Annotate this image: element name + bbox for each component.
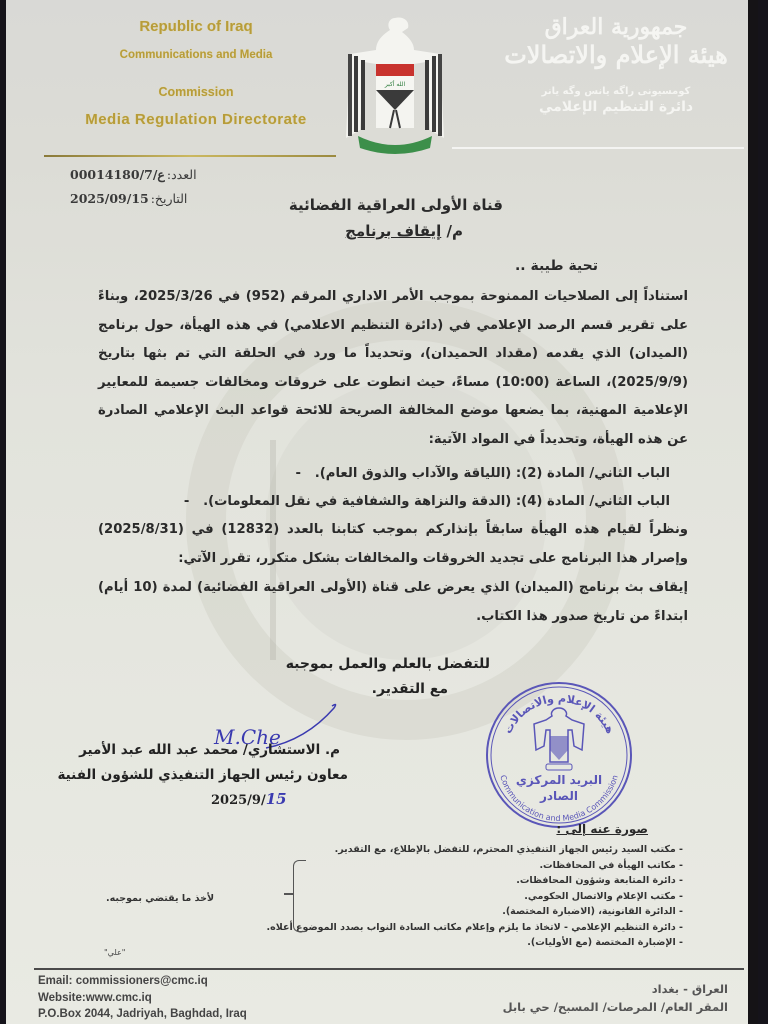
page-edge-shadow (748, 0, 758, 1024)
signature-date-handwritten: 15 (265, 790, 287, 808)
stamp-top-text: هيئة الإعلام والاتصالات (501, 691, 617, 736)
article-text: الباب الثاني/ المادة (4): (الدقة والنزاهة والشفافية في نقل المعلومات). (203, 494, 670, 509)
copies-item: - دائرة التنظيم الإعلامي - لاتخاذ ما يلزم وإعلام مكاتب السادة النواب بصدد الموضوع أعلاه. (266, 921, 683, 933)
header-en-line2: Communications and Media (119, 49, 273, 61)
footer-city: العراق - بغداد (651, 982, 728, 996)
copies-action-note: لأخذ ما يقتضي بموجبه. (106, 893, 215, 904)
header-english (46, 18, 346, 128)
stamp-bottom-text: Communication and Media Commission (498, 773, 620, 824)
reference-block (70, 162, 197, 210)
closing-line-2: مع التقدير. (371, 681, 448, 697)
subject-line (345, 222, 463, 240)
reference-number-label: العدد: (166, 166, 197, 182)
footer-contact (38, 973, 247, 1023)
footer-website: Website:www.cmc.iq (38, 991, 152, 1004)
copies-item: - مكتب السيد رئيس الجهاز التنفيذي المحترم، للتفضل بالإطلاع، مع التقدير. (334, 844, 683, 855)
header-arabic (476, 14, 756, 115)
header-ar-line2: هيئة الإعلام والاتصالات (504, 40, 728, 69)
footer-address (503, 980, 728, 1016)
footer-hq: المقر العام/ المرصات/ المسبح/ حي بابل (502, 1000, 728, 1014)
copies-brace (293, 860, 306, 932)
greeting: تحية طيبة .. (514, 258, 598, 274)
header-en-line1: Republic of Iraq (139, 18, 253, 35)
signature-date-printed: 2025/9/ (211, 793, 266, 808)
svg-text:هيئة الإعلام والاتصالات (501, 692, 617, 736)
body-paragraph-1: استناداً إلى الصلاحيات الممنوحة بموجب الأمر الاداري المرقم (952) في 2025/3/26، وبناءً على تقرير قسم الرصد الإعلامي في (دائرة التنظيم الاعلامي) في هذه الهيأة، حول برنامج (الميدان) الذي يقدمه (مقداد الحميدان)، وتحديداً ما ورد في الحلقة التي تم بثها بتاريخ (2025/9/9)، الساعة (10:00) مساءً، حيث انطوت على خروقات ومخالفات جسيمة للمعايير الإعلامية المهنية، بما يضعها موضع المخالفة الصريحة للائحة قواعد البث الإعلامي الصادرة عن هذه الهيأة، وتحديداً في المواد الآتية: (98, 289, 689, 447)
copies-item: - الدائرة القانونية، (الاضبارة المختصة). (502, 906, 683, 917)
letter-page (6, 0, 758, 1024)
header-en-line3: Commission (158, 85, 234, 99)
closing-line-1: للتفضل بالعلم والعمل بموجبه (285, 656, 490, 672)
header-divider-right (452, 147, 744, 149)
signature-initials: M.Che (214, 725, 281, 749)
header-ar-line1: جمهورية العراق (544, 14, 688, 40)
addressee: قناة الأولى العراقية الفضائية (288, 196, 503, 214)
signature-date (211, 790, 287, 808)
body-paragraph-2: ونظراً لقيام هذه الهيأة سابقاً بإنذاركم بموجب كتابنا بالعدد (12832) في (2025/8/31) وإصرار هذا البرنامج على تجديد الخروقات والمخالفات بشكل متكرر، تقرر الآتي: (98, 522, 688, 566)
header-ar-line4: دائرة التنظيم الإعلامي (538, 99, 694, 115)
header-divider-left (44, 155, 336, 157)
signatory-title: معاون رئيس الجهاز التنفيذي للشؤون الفنية (57, 767, 348, 783)
copies-brace-tick (284, 893, 294, 895)
reference-date-label: التاريخ: (150, 190, 188, 206)
reference-number: 00014180/ع/7 (70, 166, 165, 182)
copies-item: - مكتب الإعلام والاتصال الحكومي. (524, 890, 683, 902)
article-item: الباب الثاني/ المادة (2): (اللياقة والآداب والذوق العام). - (295, 466, 670, 481)
footer-divider (34, 968, 744, 970)
svg-text:الله أكبر: الله أكبر (384, 81, 406, 88)
header-en-line4: Media Regulation Directorate (85, 111, 307, 128)
article-item: الباب الثاني/ المادة (4): (الدقة والنزاهة والشفافية في نقل المعلومات). - (183, 494, 670, 509)
iraq-emblem-icon (340, 10, 450, 160)
copies-item: - مكاتب الهيأة في المحافظات. (539, 859, 683, 871)
copies-title: صورة عنه إلى : (556, 822, 648, 836)
official-stamp (484, 680, 634, 830)
reference-date: 2025/09/15 (70, 190, 149, 206)
footer-pobox: P.O.Box 2044, Jadriyah, Baghdad, Iraq (38, 1008, 247, 1020)
subject-prefix: م/ (446, 222, 463, 240)
body-paragraph-3: إيقاف بث برنامج (الميدان) الذي يعرض على قناة (الأولى العراقية الفضائية) لمدة (10 أيام) ابتداءً من تاريخ صدور هذا الكتاب. (98, 580, 688, 624)
stamp-center-line2: الصادر (539, 789, 579, 803)
subject: إيقاف برنامج (345, 222, 442, 240)
copies-item: - دائرة المتابعة وشؤون المحافظات. (516, 875, 683, 886)
copies-item: - الإضبارة المختصة (مع الأوليات). (527, 937, 683, 948)
header-ar-line3: كومسيونى راگه يانس وگه يانر (541, 86, 691, 97)
stamp-center-line1: البريد المركزي (515, 773, 603, 787)
article-text: الباب الثاني/ المادة (2): (اللياقة والآداب والذوق العام). (314, 466, 670, 481)
copies-list (267, 842, 683, 951)
reference-date-row (70, 186, 197, 210)
reference-number-row (70, 162, 197, 186)
typist-initials: "علي" (104, 948, 126, 957)
signatory-name: م. الاستشاري/ محمد عبد الله عبد الأمير (79, 742, 340, 758)
footer-email: Email: commissioners@cmc.iq (38, 975, 208, 987)
